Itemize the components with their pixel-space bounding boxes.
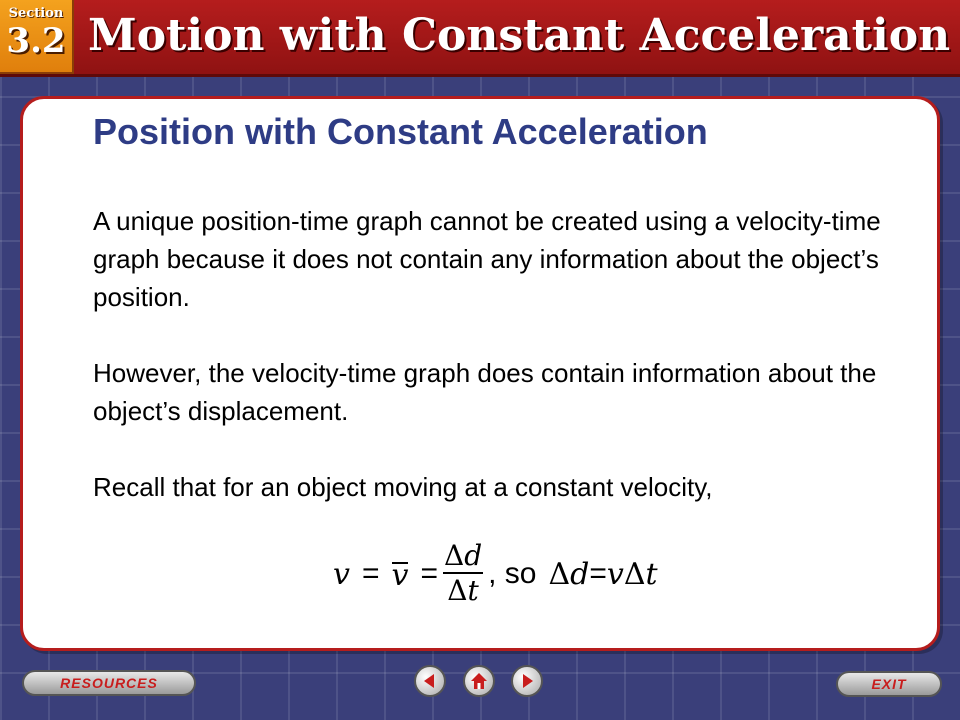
formula-v: v [333,556,350,592]
velocity-formula [333,539,658,609]
left-arrow-icon [421,672,439,690]
paragraph-recall: Recall that for an object moving at a constant velocity, [93,472,713,502]
home-icon [470,672,488,690]
formula-fraction [440,540,486,608]
paragraph-displacement: However, the velocity-time graph does contain information about the object’s displacement. [93,358,877,426]
formula-equals-2: = [420,557,438,590]
section-number: 3.2 [6,21,66,61]
formula-v-delta-t: vΔt [606,556,658,592]
formula-delta-d: Δd [548,556,590,592]
fraction-denominator: Δt [443,572,483,608]
section-title: Motion with Constant Acceleration [88,10,951,61]
formula-average-v: v [391,557,409,593]
formula-so: , so [488,557,537,590]
fraction-numerator: Δd [443,539,483,572]
exit-button[interactable]: EXIT [836,671,942,697]
formula-equals-3: = [589,557,607,590]
next-button[interactable] [511,665,543,697]
right-arrow-icon [518,672,536,690]
section-label: Section [8,6,64,21]
section-badge [0,0,74,74]
content-panel [20,96,940,651]
home-button[interactable] [463,665,495,697]
paragraph-position-time: A unique position-time graph cannot be created using a velocity-time graph because it does not contain any information about the object’s position. [93,206,881,312]
header-bar [0,0,960,77]
slide-heading: Position with Constant Acceleration [93,111,708,152]
resources-button[interactable]: RESOURCES [22,670,196,696]
previous-button[interactable] [414,665,446,697]
formula-equals-1: = [361,557,380,590]
